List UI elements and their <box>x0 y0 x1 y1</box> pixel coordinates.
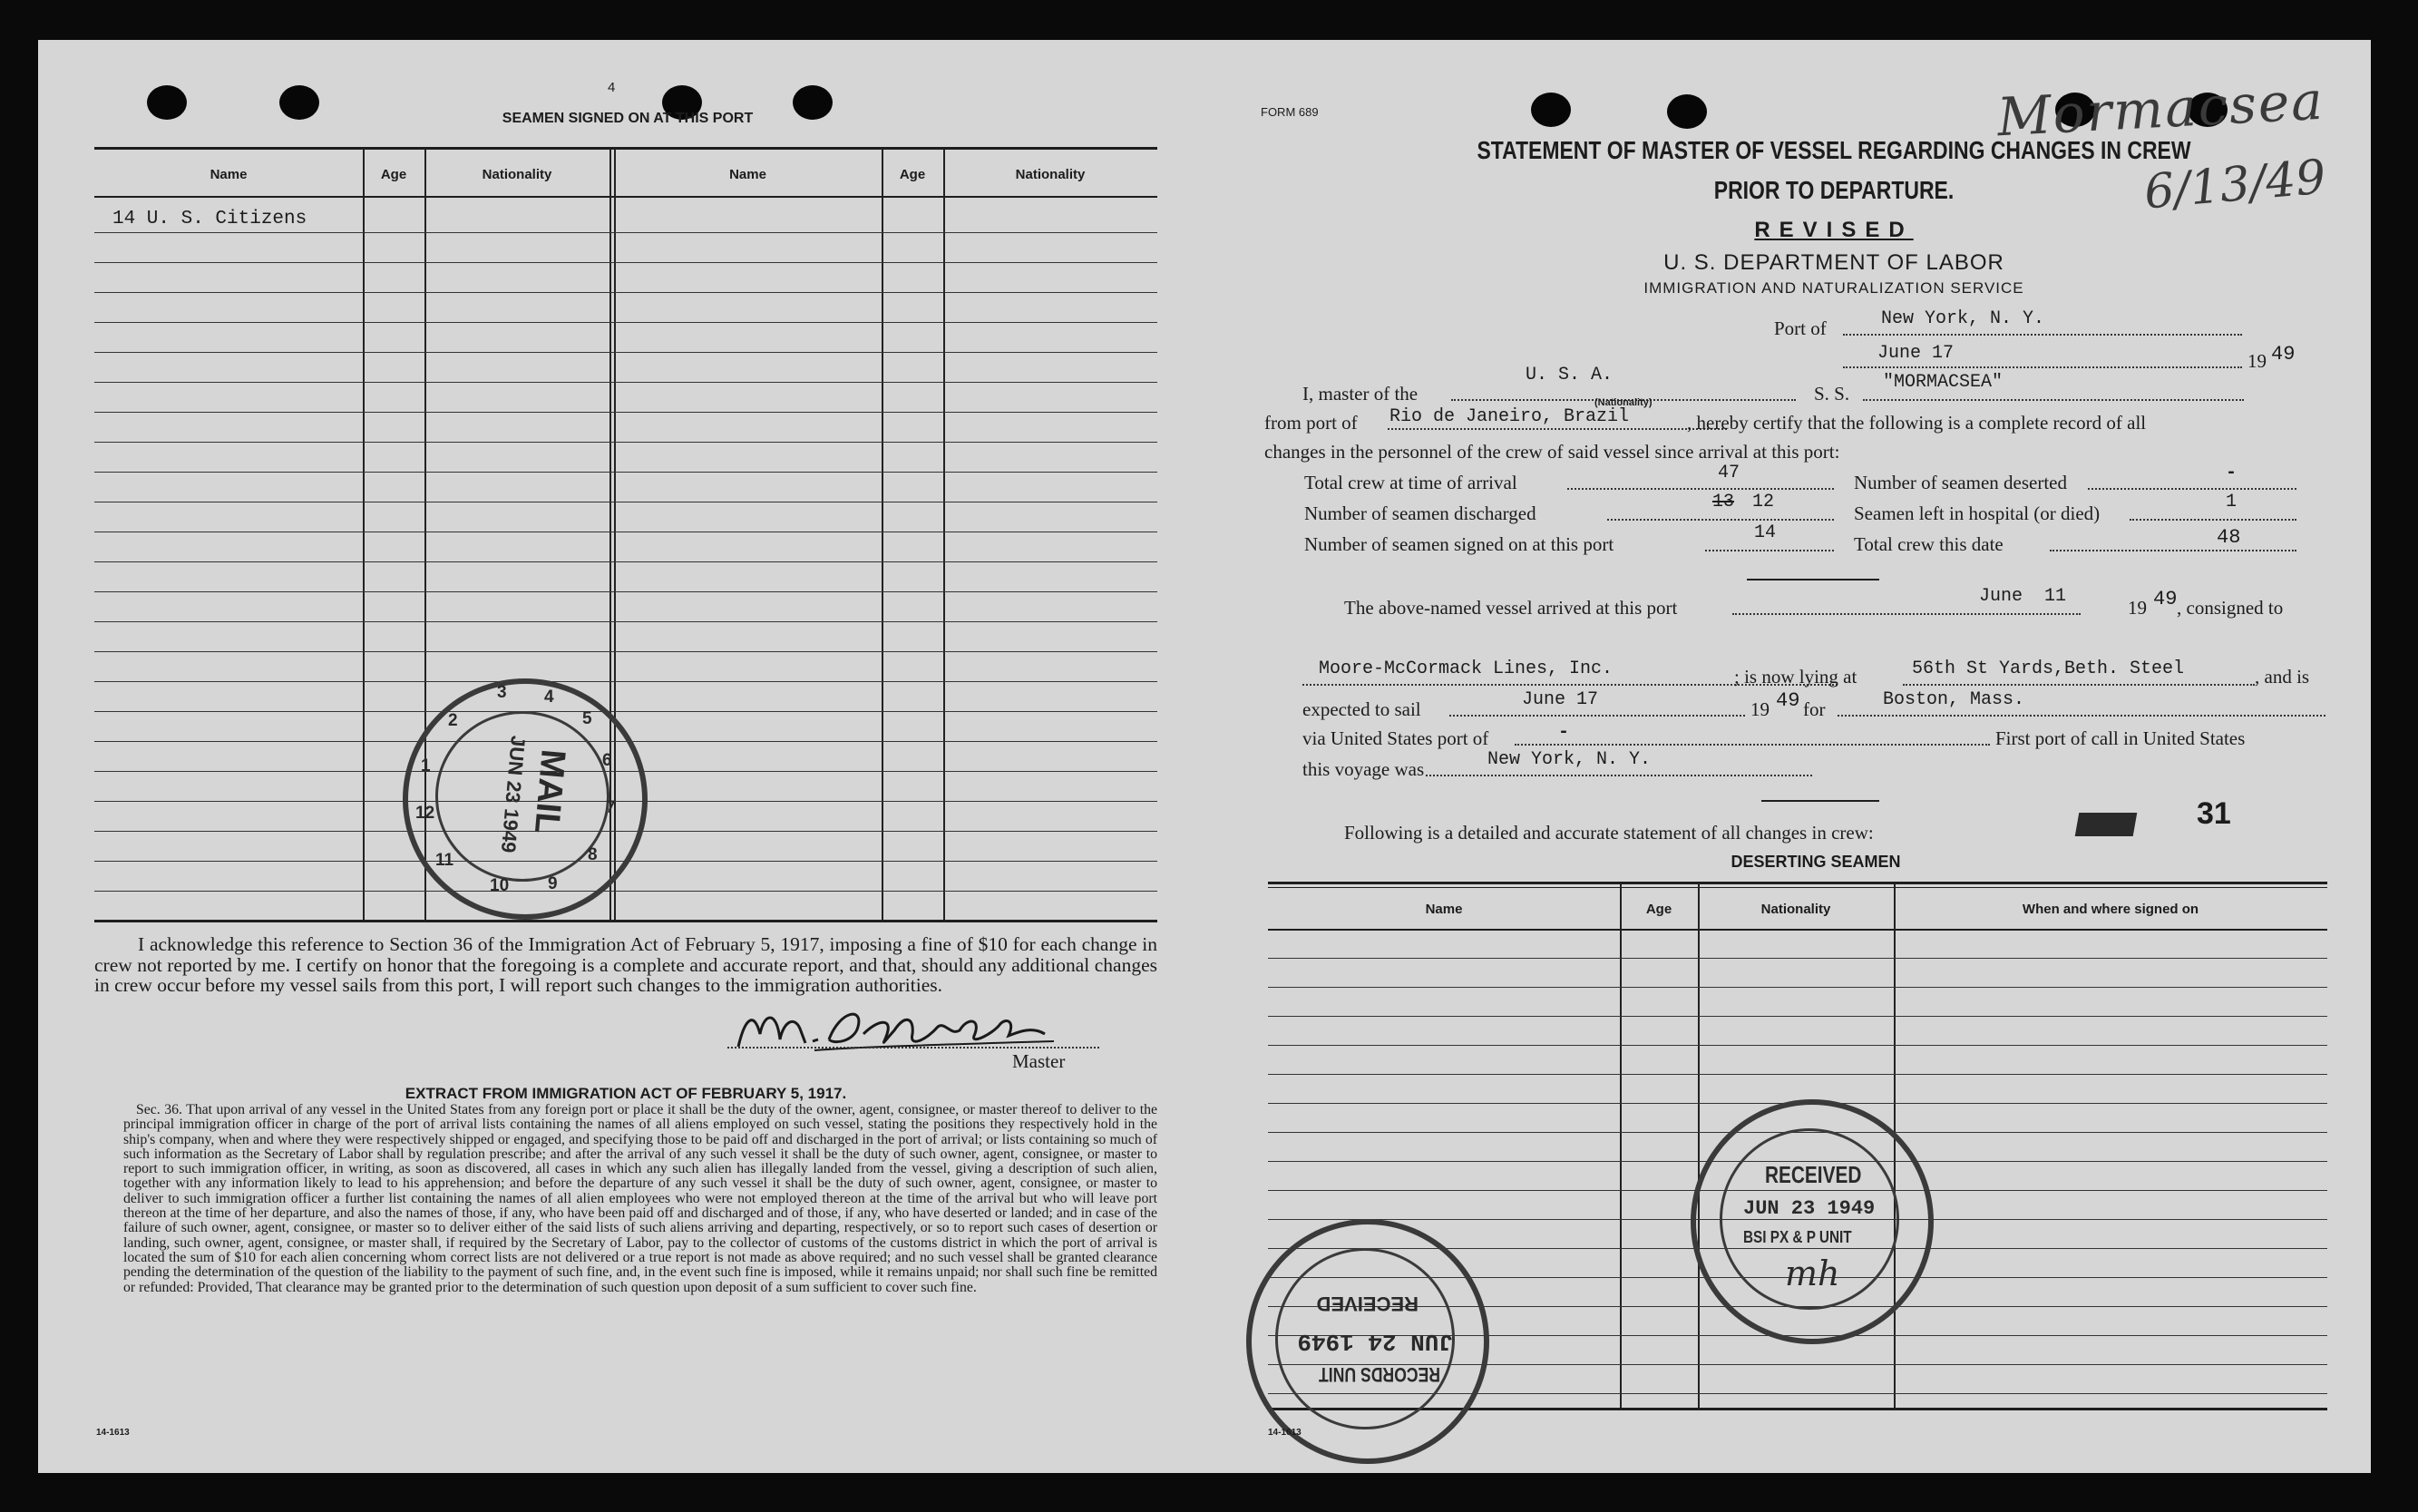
signed-on-value: 14 <box>1754 522 1777 543</box>
year-prefix: 19 <box>2247 350 2267 372</box>
service-name: IMMIGRATION AND NATURALIZATION SERVICE <box>1643 279 2024 297</box>
expected-year-prefix: 19 <box>1750 698 1770 720</box>
punch-hole <box>279 85 319 120</box>
page-number: 4 <box>608 80 616 95</box>
arrived-year-prefix: 19 <box>2128 597 2147 619</box>
arrived-year: 49 <box>2153 588 2178 610</box>
extract-title: EXTRACT FROM IMMIGRATION ACT OF FEBRUARY 5, 1917. <box>405 1085 847 1102</box>
handwritten-ship-name: Mormacsea <box>1995 69 2326 149</box>
discharged-label: Number of seamen discharged <box>1304 502 1536 524</box>
col-header-name: Name <box>729 167 766 182</box>
changes-count: 31 <box>2197 796 2231 831</box>
handwritten-date: 6/13/49 <box>2141 150 2328 220</box>
master-label: Master <box>1012 1050 1066 1072</box>
col-header-name: Name <box>210 167 248 182</box>
col-header-name: Name <box>1425 902 1463 917</box>
hospital-value: 1 <box>2226 492 2238 512</box>
first-port-label: First port of call in United States <box>1995 727 2246 749</box>
port-of-value: New York, N. Y. <box>1881 308 2045 329</box>
consignee-value: Moore-McCormack Lines, Inc. <box>1319 658 1614 679</box>
voyage-label: this voyage was <box>1302 758 1425 780</box>
col-header-when-where: When and where signed on <box>2022 902 2199 917</box>
discharged-value: 12 <box>1752 492 1775 512</box>
for-value: Boston, Mass. <box>1883 689 2025 710</box>
certification-paragraph: I acknowledge this reference to Section 36 of the Immigration Act of February 5, 1917, imposing a fine of $10 for each change in crew not reported by me. I certify on honor that the foregoing is a complete and accurate report, and that, should any additional changes in crew occur before my vessel sails from this port, I will report such changes to the immigration authorities. <box>94 933 1157 996</box>
lying-value: 56th St Yards,Beth. Steel <box>1912 658 2185 679</box>
form-title-line2: PRIOR TO DEPARTURE. <box>1713 176 1955 204</box>
received-stamp: RECEIVED JUN 23 1949 BSI PX & P UNIT mh <box>1691 1099 1935 1346</box>
table-row-entry: 14 U. S. Citizens <box>112 209 307 229</box>
punch-hole <box>1667 94 1707 129</box>
discharged-struck-value: 13 <box>1712 492 1735 512</box>
total-crew-value: 48 <box>2217 526 2241 549</box>
col-header-nationality: Nationality <box>1760 902 1831 917</box>
extract-text: Sec. 36. That upon arrival of any vessel in the United States from any foreign port or place it shall be the duty of the owner, agent, consignee, or master thereof to deliver to the principal immigration officer in charge of the port of arrival lists containing the names of all aliens employed on such vessel, stating the positions they respectively hold in the ship's company, when and where they were respectively shipped or engaged, and specifying those to be paid off and discharged in the port of arrival; or lists containing so much of such information as the Secretary of Labor shall by regulation prescribe; and after the arrival of any such vessel it shall be the duty of such owner, agent, consignee, or master to report to such immigration officer, in writing, as soon as discovered, all cases in which any such alien has illegally landed from the vessel, giving a description of such alien, together with any information likely to lead to his apprehension; and before the departure of any such vessel it shall be the duty of such owner, agent, consignee, or master to deliver to such immigration officer a further list containing the names of all alien employees who were not employed thereon at the time of the arrival but who will leave port thereon at the time of her departure, and also the names of those, if any, who have been paid off and discharged and of those, if any, who have deserted or landed; and in case of the failure of such owner, agent, consignee, or master so to deliver either of the said lists of such aliens arriving and departing, respectively, or so to report such cases of desertion or landing, such owner, agent, consignee, or master shall, if required by the Secretary of Labor, pay to the collector of customs of the customs district in which the port of arrival is located the sum of $10 for each alien concerning whom correct lists are not delivered or a true report is not made as above required; and no such vessel shall be granted clearance pending the determination of the question of the liability to the payment of such fine, and, in the event such fine is imposed, while it remains unpaid; nor shall such fine be remitted or refunded: Provided, That clearance may be granted prior to the determination of such question upon deposit of a sum sufficient to cover such fine. <box>123 1102 1157 1295</box>
expected-year: 49 <box>1776 689 1800 712</box>
ship-name-value: "MORMACSEA" <box>1883 372 2004 393</box>
mail-received-stamp: MAIL JUN 23 1949 3 4 5 6 7 8 9 10 11 12 1 2 <box>403 678 649 922</box>
hospital-label: Seamen left in hospital (or died) <box>1854 502 2101 524</box>
col-header-age: Age <box>899 167 926 182</box>
statement-date: June 17 <box>1877 343 1955 364</box>
from-port-value: Rio de Janeiro, Brazil <box>1389 406 1630 427</box>
col-header-nationality: Nationality <box>1015 167 1086 182</box>
col-header-age: Age <box>380 167 407 182</box>
nationality-caption: (Nationality) <box>1594 397 1653 408</box>
form-label: FORM 689 <box>1261 105 1319 119</box>
revised-label: REVISED <box>1754 218 1914 242</box>
col-header-age: Age <box>1645 902 1672 917</box>
deserted-value: - <box>2226 463 2238 483</box>
arrived-label: The above-named vessel arrived at this port <box>1344 597 1678 619</box>
certify-text: , hereby certify that the following is a complete record of all <box>1687 412 2147 434</box>
total-crew-arrival-value: 47 <box>1718 463 1740 483</box>
form-title: STATEMENT OF MASTER OF VESSEL REGARDING CHANGES IN CREW <box>1477 136 2191 164</box>
punch-hole <box>1531 93 1571 127</box>
department-name: U. S. DEPARTMENT OF LABOR <box>1663 250 2004 275</box>
changes-text: changes in the personnel of the crew of said vessel since arrival at this port: <box>1264 441 1840 463</box>
port-of-label: Port of <box>1774 317 1827 339</box>
total-crew-arrival-label: Total crew at time of arrival <box>1304 472 1517 493</box>
total-crew-label: Total crew this date <box>1854 533 2004 555</box>
voyage-value: New York, N. Y. <box>1487 749 1652 770</box>
expected-date: June 17 <box>1522 689 1599 710</box>
master-of-label: I, master of the <box>1302 383 1419 405</box>
ss-label: S. S. <box>1814 383 1850 405</box>
following-label: Following is a detailed and accurate statement of all changes in crew: <box>1344 822 1874 844</box>
nationality-value: U. S. A. <box>1526 365 1614 385</box>
document-sheet <box>38 40 2371 1473</box>
section-title: SEAMEN SIGNED ON AT THIS PORT <box>502 111 754 126</box>
records-unit-stamp: RECORDS UNIT JUN 24 1949 RECEIVED <box>1246 1219 1491 1466</box>
and-is-label: , and is <box>2255 666 2310 688</box>
for-label: for <box>1803 698 1826 720</box>
signed-on-label: Number of seamen signed on at this port <box>1304 533 1614 555</box>
punch-hole <box>147 85 187 120</box>
via-value: - <box>1558 722 1570 743</box>
lying-label: ; is now lying at <box>1734 666 1857 688</box>
redacted-count <box>2075 813 2138 836</box>
deserting-title: DESERTING SEAMEN <box>1731 853 1901 871</box>
arrived-date: June 11 <box>1979 586 2067 607</box>
via-label: via United States port of <box>1302 727 1489 749</box>
from-port-label: from port of <box>1264 412 1358 434</box>
form-code: 14-1613 <box>96 1428 130 1438</box>
statement-year: 49 <box>2271 343 2296 366</box>
deserted-label: Number of seamen deserted <box>1854 472 2067 493</box>
col-header-nationality: Nationality <box>482 167 552 182</box>
expected-label: expected to sail <box>1302 698 1421 720</box>
consigned-label: , consigned to <box>2177 597 2284 619</box>
form-code: 14-1613 <box>1268 1428 1302 1438</box>
